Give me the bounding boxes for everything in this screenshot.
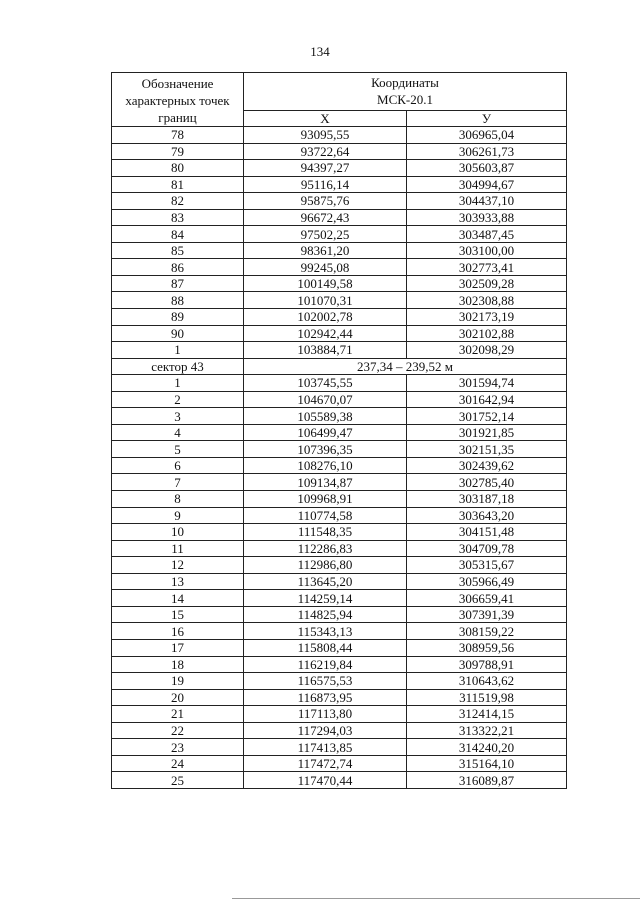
x-coordinate-cell: 115808,44 [244, 639, 407, 656]
y-coordinate-cell: 302773,41 [407, 259, 567, 276]
table-row [112, 375, 567, 392]
y-coordinate-cell: 303487,45 [407, 226, 567, 243]
point-id-cell: 3 [112, 408, 244, 425]
table-row [112, 143, 567, 160]
table-row [112, 242, 567, 259]
x-coordinate-cell: 103884,71 [244, 342, 407, 359]
point-label-line2: характерных точек [125, 93, 230, 108]
x-coordinate-cell: 110774,58 [244, 507, 407, 524]
y-coordinate-cell: 316089,87 [407, 772, 567, 789]
x-coordinate-cell: 101070,31 [244, 292, 407, 309]
table-row [112, 193, 567, 210]
point-id-cell: 19 [112, 673, 244, 690]
point-id-cell: 23 [112, 739, 244, 756]
x-coordinate-cell: 117472,74 [244, 755, 407, 772]
y-coordinate-cell: 302439,62 [407, 457, 567, 474]
sector-row [112, 358, 567, 375]
coordinates-title: Координаты [371, 75, 439, 91]
x-column-header: X [244, 110, 407, 126]
table-row [112, 424, 567, 441]
x-coordinate-cell: 109134,87 [244, 474, 407, 491]
point-id-cell: 83 [112, 209, 244, 226]
y-coordinate-cell: 304151,48 [407, 524, 567, 541]
y-coordinate-cell: 305966,49 [407, 573, 567, 590]
y-coordinate-cell: 302173,19 [407, 309, 567, 326]
table-row [112, 441, 567, 458]
y-coordinate-cell: 310643,62 [407, 673, 567, 690]
point-id-cell: 25 [112, 772, 244, 789]
table-row [112, 457, 567, 474]
x-coordinate-cell: 102002,78 [244, 309, 407, 326]
table-row [112, 573, 567, 590]
table-row [112, 226, 567, 243]
table-row [112, 309, 567, 326]
point-id-cell: 20 [112, 689, 244, 706]
y-coordinate-cell: 312414,15 [407, 706, 567, 723]
x-coordinate-cell: 117294,03 [244, 722, 407, 739]
table-row [112, 507, 567, 524]
point-id-cell: 85 [112, 242, 244, 259]
table-row [112, 474, 567, 491]
y-coordinate-cell: 303100,00 [407, 242, 567, 259]
y-coordinate-cell: 305603,87 [407, 160, 567, 177]
y-coordinate-cell: 315164,10 [407, 755, 567, 772]
coordinate-system: МСК-20.1 [377, 92, 433, 108]
x-coordinate-cell: 104670,07 [244, 391, 407, 408]
table-row [112, 325, 567, 342]
table-row [112, 673, 567, 690]
x-coordinate-cell: 94397,27 [244, 160, 407, 177]
x-coordinate-cell: 116219,84 [244, 656, 407, 673]
point-id-cell: 18 [112, 656, 244, 673]
table-row [112, 706, 567, 723]
y-coordinate-cell: 303643,20 [407, 507, 567, 524]
x-coordinate-cell: 103745,55 [244, 375, 407, 392]
y-coordinate-cell: 308959,56 [407, 639, 567, 656]
x-coordinate-cell: 112286,83 [244, 540, 407, 557]
x-coordinate-cell: 95875,76 [244, 193, 407, 210]
x-coordinate-cell: 117470,44 [244, 772, 407, 789]
point-id-cell: 80 [112, 160, 244, 177]
y-coordinate-cell: 303933,88 [407, 209, 567, 226]
table-row [112, 176, 567, 193]
point-id-cell: 89 [112, 309, 244, 326]
x-coordinate-cell: 93722,64 [244, 143, 407, 160]
table-row [112, 739, 567, 756]
y-coordinate-cell: 301752,14 [407, 408, 567, 425]
point-id-cell: 81 [112, 176, 244, 193]
table-row [112, 259, 567, 276]
x-coordinate-cell: 102942,44 [244, 325, 407, 342]
table-row [112, 689, 567, 706]
table-row [112, 292, 567, 309]
header-row [112, 73, 567, 111]
sector-label: сектор 43 [112, 358, 244, 375]
table-row [112, 606, 567, 623]
y-coordinate-cell: 302509,28 [407, 275, 567, 292]
y-coordinate-cell: 313322,21 [407, 722, 567, 739]
x-coordinate-cell: 113645,20 [244, 573, 407, 590]
x-coordinate-cell: 98361,20 [244, 242, 407, 259]
point-id-cell: 12 [112, 557, 244, 574]
y-coordinate-cell: 301642,94 [407, 391, 567, 408]
point-id-cell: 78 [112, 127, 244, 144]
y-coordinate-cell: 306659,41 [407, 590, 567, 607]
y-coordinate-cell: 302151,35 [407, 441, 567, 458]
point-id-cell: 17 [112, 639, 244, 656]
x-coordinate-cell: 109968,91 [244, 491, 407, 508]
y-coordinate-cell: 309788,91 [407, 656, 567, 673]
y-coordinate-cell: 302102,88 [407, 325, 567, 342]
table-row [112, 722, 567, 739]
x-coordinate-cell: 112986,80 [244, 557, 407, 574]
table-row [112, 590, 567, 607]
coordinates-table [111, 72, 567, 789]
page-number: 134 [310, 44, 330, 59]
point-id-cell: 24 [112, 755, 244, 772]
x-coordinate-cell: 96672,43 [244, 209, 407, 226]
table-row [112, 540, 567, 557]
x-coordinate-cell: 107396,35 [244, 441, 407, 458]
y-coordinate-cell: 306965,04 [407, 127, 567, 144]
y-column-header: У [407, 110, 567, 126]
point-id-cell: 1 [112, 375, 244, 392]
point-id-cell: 11 [112, 540, 244, 557]
x-coordinate-cell: 116575,53 [244, 673, 407, 690]
point-id-cell: 88 [112, 292, 244, 309]
x-coordinate-cell: 117413,85 [244, 739, 407, 756]
y-coordinate-cell: 301921,85 [407, 424, 567, 441]
table-row [112, 127, 567, 144]
bottom-edge-line [232, 898, 640, 899]
point-id-cell: 84 [112, 226, 244, 243]
table-row [112, 755, 567, 772]
x-coordinate-cell: 105589,38 [244, 408, 407, 425]
point-id-cell: 7 [112, 474, 244, 491]
y-coordinate-cell: 302308,88 [407, 292, 567, 309]
x-coordinate-cell: 108276,10 [244, 457, 407, 474]
y-coordinate-cell: 311519,98 [407, 689, 567, 706]
table-row [112, 656, 567, 673]
y-coordinate-cell: 303187,18 [407, 491, 567, 508]
y-coordinate-cell: 305315,67 [407, 557, 567, 574]
point-label-header [112, 73, 244, 127]
point-id-cell: 87 [112, 275, 244, 292]
x-coordinate-cell: 93095,55 [244, 127, 407, 144]
point-id-cell: 86 [112, 259, 244, 276]
table-row [112, 408, 567, 425]
table-row [112, 557, 567, 574]
point-id-cell: 13 [112, 573, 244, 590]
sector-range: 237,34 – 239,52 м [244, 358, 567, 375]
table-row [112, 772, 567, 789]
point-id-cell: 82 [112, 193, 244, 210]
x-coordinate-cell: 114259,14 [244, 590, 407, 607]
point-id-cell: 5 [112, 441, 244, 458]
coordinates-header [244, 73, 567, 111]
x-coordinate-cell: 115343,13 [244, 623, 407, 640]
point-id-cell: 1 [112, 342, 244, 359]
point-id-cell: 4 [112, 424, 244, 441]
point-id-cell: 10 [112, 524, 244, 541]
y-coordinate-cell: 304994,67 [407, 176, 567, 193]
point-id-cell: 6 [112, 457, 244, 474]
x-coordinate-cell: 114825,94 [244, 606, 407, 623]
x-coordinate-cell: 106499,47 [244, 424, 407, 441]
table-row [112, 209, 567, 226]
point-id-cell: 2 [112, 391, 244, 408]
point-id-cell: 14 [112, 590, 244, 607]
point-id-cell: 9 [112, 507, 244, 524]
point-id-cell: 16 [112, 623, 244, 640]
point-label-line1: Обозначение [141, 76, 214, 91]
y-coordinate-cell: 308159,22 [407, 623, 567, 640]
y-coordinate-cell: 307391,39 [407, 606, 567, 623]
y-coordinate-cell: 302098,29 [407, 342, 567, 359]
point-id-cell: 8 [112, 491, 244, 508]
x-coordinate-cell: 99245,08 [244, 259, 407, 276]
point-id-cell: 21 [112, 706, 244, 723]
point-id-cell: 90 [112, 325, 244, 342]
y-coordinate-cell: 306261,73 [407, 143, 567, 160]
x-coordinate-cell: 95116,14 [244, 176, 407, 193]
point-id-cell: 79 [112, 143, 244, 160]
table-row [112, 160, 567, 177]
table-row [112, 639, 567, 656]
table-row [112, 491, 567, 508]
table-row [112, 342, 567, 359]
table-row [112, 524, 567, 541]
x-coordinate-cell: 100149,58 [244, 275, 407, 292]
y-coordinate-cell: 304437,10 [407, 193, 567, 210]
table-row [112, 275, 567, 292]
table-row [112, 623, 567, 640]
y-coordinate-cell: 314240,20 [407, 739, 567, 756]
point-id-cell: 22 [112, 722, 244, 739]
table-row [112, 391, 567, 408]
y-coordinate-cell: 304709,78 [407, 540, 567, 557]
x-coordinate-cell: 116873,95 [244, 689, 407, 706]
y-coordinate-cell: 301594,74 [407, 375, 567, 392]
point-id-cell: 15 [112, 606, 244, 623]
y-coordinate-cell: 302785,40 [407, 474, 567, 491]
x-coordinate-cell: 111548,35 [244, 524, 407, 541]
x-coordinate-cell: 97502,25 [244, 226, 407, 243]
x-coordinate-cell: 117113,80 [244, 706, 407, 723]
point-label-line3: границ [158, 110, 197, 125]
